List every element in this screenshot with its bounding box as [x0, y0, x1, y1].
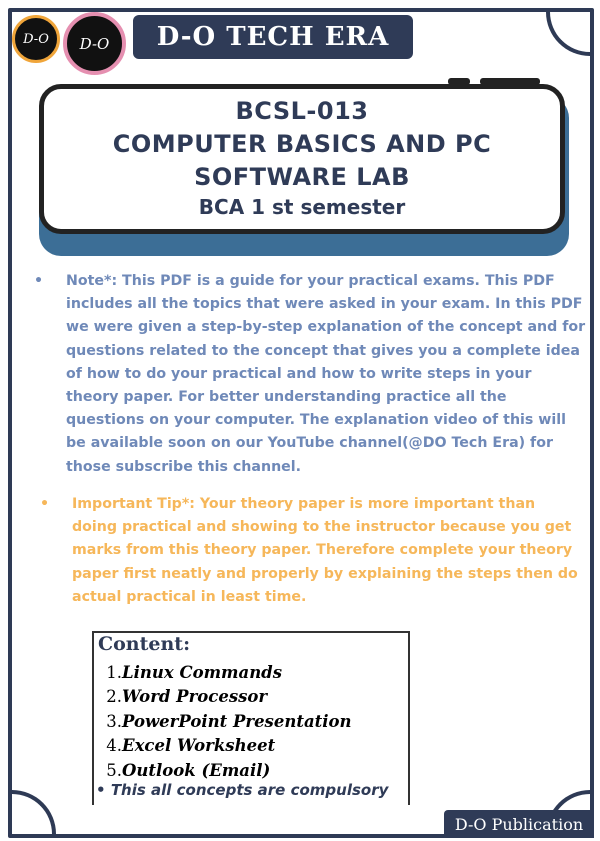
title-box — [39, 84, 565, 234]
compulsory-note — [96, 781, 388, 799]
compulsory-bullet: • — [96, 781, 106, 799]
logo-text: D-O — [79, 34, 110, 53]
list-item — [102, 685, 352, 709]
brand-logo-large — [63, 12, 126, 75]
brand-name: D-O TECH ERA — [156, 22, 390, 52]
note-bullet: • — [34, 273, 44, 289]
list-item-number: 1. — [106, 663, 122, 682]
semester-label: BCA 1 st semester — [198, 195, 406, 219]
list-item-number: 3. — [106, 711, 122, 731]
content-list — [102, 661, 352, 783]
list-item-label: Linux Commands — [122, 663, 283, 682]
list-item-number: 5. — [106, 760, 122, 780]
list-item-number: 2. — [106, 687, 122, 707]
brand-banner — [133, 15, 413, 59]
list-item-label: PowerPoint Presentation — [122, 711, 352, 731]
list-item — [102, 759, 352, 783]
brand-logo-small — [12, 15, 60, 63]
note-text: Note*: This PDF is a guide for your practical exams. This PDF includes all the topics that were asked in your exam. In this PDF we were given a step-by-step explanation of the concept and for questions related to the concept that gives you a complete idea of how to do your practical and how to write steps in your theory paper. For better understanding practice all the questions on your computer. The explanation video of this will be available soon on our YouTube channel(@DO Tech Era) for those subscribe this channel. — [66, 273, 586, 475]
tip-paragraph — [40, 493, 582, 609]
course-title-line1: COMPUTER BASICS AND PC — [112, 130, 492, 158]
list-item — [102, 734, 352, 758]
list-item-label: Outlook (Email) — [122, 760, 271, 780]
logo-text: D-O — [23, 31, 49, 47]
publisher-name: D-O Publication — [454, 814, 584, 834]
course-code: BCSL-013 — [235, 97, 369, 125]
tip-bullet: • — [40, 496, 50, 512]
corner-decoration-bottom-left — [8, 790, 56, 838]
corner-decoration-top-right — [546, 8, 594, 56]
list-item — [102, 710, 352, 734]
course-title-line2: SOFTWARE LAB — [194, 163, 410, 191]
list-item-label: Excel Worksheet — [122, 736, 276, 756]
tip-text: Important Tip*: Your theory paper is more important than doing practical and showing to the instructor because you get marks from this theory paper. Therefore complete your theory paper first neatly and properly by explaining the steps then do actual practical in least time. — [72, 496, 578, 605]
compulsory-text: This all concepts are compulsory — [110, 781, 389, 799]
content-box — [92, 631, 410, 805]
publisher-badge — [444, 810, 594, 838]
list-item-number: 4. — [106, 736, 122, 756]
list-item — [102, 661, 352, 685]
note-paragraph — [34, 270, 586, 479]
list-item-label: Word Processor — [122, 687, 268, 707]
content-heading: Content: — [98, 633, 191, 655]
